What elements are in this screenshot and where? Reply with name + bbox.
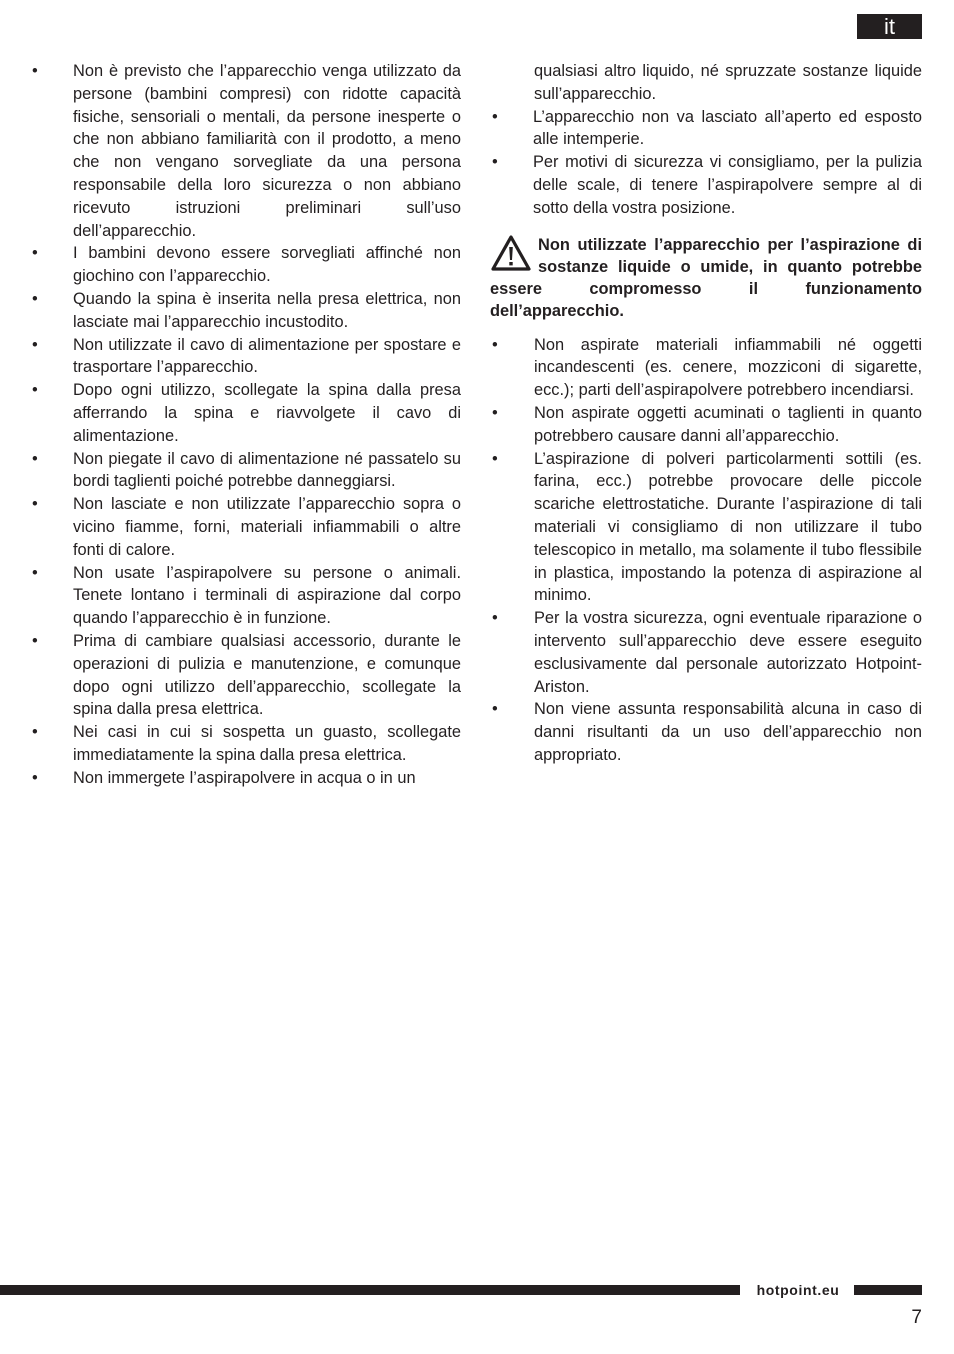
list-item-text: Dopo ogni utilizzo, scollegate la spina dalla presa afferrando la spina e riavvolgete il cavo di alimentazione. <box>73 381 461 445</box>
list-item <box>30 288 461 334</box>
list-item-text: Non immergete l’aspirapolvere in acqua o in un <box>73 768 416 787</box>
list-item <box>30 242 461 288</box>
footer-bar-left <box>0 1285 740 1295</box>
list-item-text: Prima di cambiare qualsiasi accessorio, durante le operazioni di pulizia e manutenzione, e comunque dopo ogni utilizzo dell’apparecchio, scollegate la spina dalla presa elettrica. <box>73 631 461 719</box>
list-item-text: Non lasciate e non utilizzate l’apparecchio sopra o vicino fiamme, forni, materiali infiammabili o altre fonti di calore. <box>73 495 461 559</box>
list-item-text: Quando la spina è inserita nella presa elettrica, non lasciate mai l’apparecchio incustodito. <box>73 289 461 331</box>
bullet-icon: • <box>32 335 38 354</box>
bullet-icon: • <box>32 723 38 742</box>
continued-item-text: qualsiasi altro liquido, né spruzzate sostanze liquide sull’apparecchio. <box>534 62 922 103</box>
footer-website: hotpoint.eu <box>756 1282 840 1298</box>
list-item-text: Non è previsto che l’apparecchio venga utilizzato da persone (bambini compresi) con ridotte capacità fisiche, sensoriali o mentali, da persone inesperte o che non abbiano familiarità con il prodotto, a meno che non vengano sorvegliate da una persona responsabile della loro sicurezza o non abbiano ricevuto istruzioni preliminari sull’uso dell’apparecchio. <box>73 62 461 240</box>
list-item-text: Non aspirate oggetti acuminati o taglienti in quanto potrebbero causare danni all’apparecchio. <box>534 403 922 445</box>
list-item <box>490 106 922 152</box>
bullet-icon: • <box>492 449 498 468</box>
page-number: 7 <box>911 1307 922 1328</box>
warning-notice <box>490 234 922 322</box>
list-item-text: L’apparecchio non va lasciato all’aperto ed esposto alle intemperie. <box>533 107 922 149</box>
bullet-icon: • <box>492 335 498 354</box>
list-item-text: Non usate l’aspirapolvere su persone o animali. Tenete lontano i terminali di aspirazione dal corpo quando l’apparecchio è in funzione. <box>73 563 461 628</box>
list-item-text: Non utilizzate il cavo di alimentazione per spostare e trasportare l’apparecchio. <box>73 335 461 377</box>
bullet-icon: • <box>32 768 38 787</box>
list-item <box>30 721 461 767</box>
list-item-text: Per motivi di sicurezza vi consigliamo, per la pulizia delle scale, di tenere l’aspirapolvere sempre al di sotto della vostra posizione. <box>533 153 922 217</box>
continued-item <box>490 60 922 106</box>
warning-text: Non utilizzate l’apparecchio per l’aspirazione di sostanze liquide o umide, in quanto potrebbe essere compromesso il funzionamento dell’apparecchio. <box>490 235 922 320</box>
right-bullet-list-top <box>490 106 922 220</box>
bullet-icon: • <box>32 495 38 514</box>
list-item <box>490 607 922 698</box>
list-item <box>30 630 461 721</box>
list-item <box>30 334 461 380</box>
right-column <box>490 60 922 767</box>
bullet-icon: • <box>492 700 498 719</box>
list-item <box>490 334 922 402</box>
list-item <box>490 698 922 766</box>
list-item-text: Non aspirate materiali infiammabili né oggetti incandescenti (es. cenere, mozziconi di sigarette, ecc.); parti dell’aspirapolvere potrebbero incendiarsi. <box>534 335 922 400</box>
list-item-text: I bambini devono essere sorvegliati affinché non giochino con l’apparecchio. <box>73 244 461 286</box>
bullet-icon: • <box>32 244 38 263</box>
list-item <box>490 151 922 219</box>
left-bullet-list <box>30 60 461 790</box>
list-item <box>490 448 922 608</box>
bullet-icon: • <box>32 631 38 650</box>
list-item <box>30 448 461 494</box>
bullet-icon: • <box>492 153 498 172</box>
language-tab: it <box>857 14 922 39</box>
list-item-text: L’aspirazione di polveri particolarmenti sottili (es. farina, ecc.) potrebbe provocare delle piccole scariche elettrostatiche. Durante l’aspirazione di tali materiali vi consigliamo di non utilizzare il tubo telescopico in metallo, ma solamente il tubo flessibile in plastica, impostando la potenza di aspirazione al minimo. <box>534 449 922 605</box>
bullet-icon: • <box>492 107 498 126</box>
bullet-icon: • <box>32 381 38 400</box>
bullet-icon: • <box>32 289 38 308</box>
list-item-text: Nei casi in cui si sospetta un guasto, scollegate immediatamente la spina dalla presa elettrica. <box>73 723 461 764</box>
list-item <box>30 60 461 242</box>
bullet-icon: • <box>492 609 498 628</box>
list-item-text: Non piegate il cavo di alimentazione né passatelo su bordi taglienti poiché potrebbe danneggiarsi. <box>73 449 461 491</box>
footer-bar-right <box>854 1285 922 1295</box>
list-item <box>30 562 461 630</box>
list-item <box>490 402 922 448</box>
warning-triangle-icon <box>490 234 532 272</box>
bullet-icon: • <box>32 62 38 80</box>
list-item <box>30 379 461 447</box>
list-item-text: Non viene assunta responsabilità alcuna in caso di danni risultanti da un uso dell’apparecchio non appropriato. <box>534 700 922 764</box>
list-item <box>30 767 461 790</box>
list-item <box>30 493 461 561</box>
left-column <box>30 60 461 790</box>
right-bullet-list-bottom <box>490 334 922 767</box>
list-item-text: Per la vostra sicurezza, ogni eventuale riparazione o intervento sull’apparecchio deve essere eseguito esclusivamente dal personale autorizzato Hotpoint-Ariston. <box>534 609 922 696</box>
bullet-icon: • <box>32 449 38 468</box>
bullet-icon: • <box>492 403 498 422</box>
bullet-icon: • <box>32 563 38 582</box>
